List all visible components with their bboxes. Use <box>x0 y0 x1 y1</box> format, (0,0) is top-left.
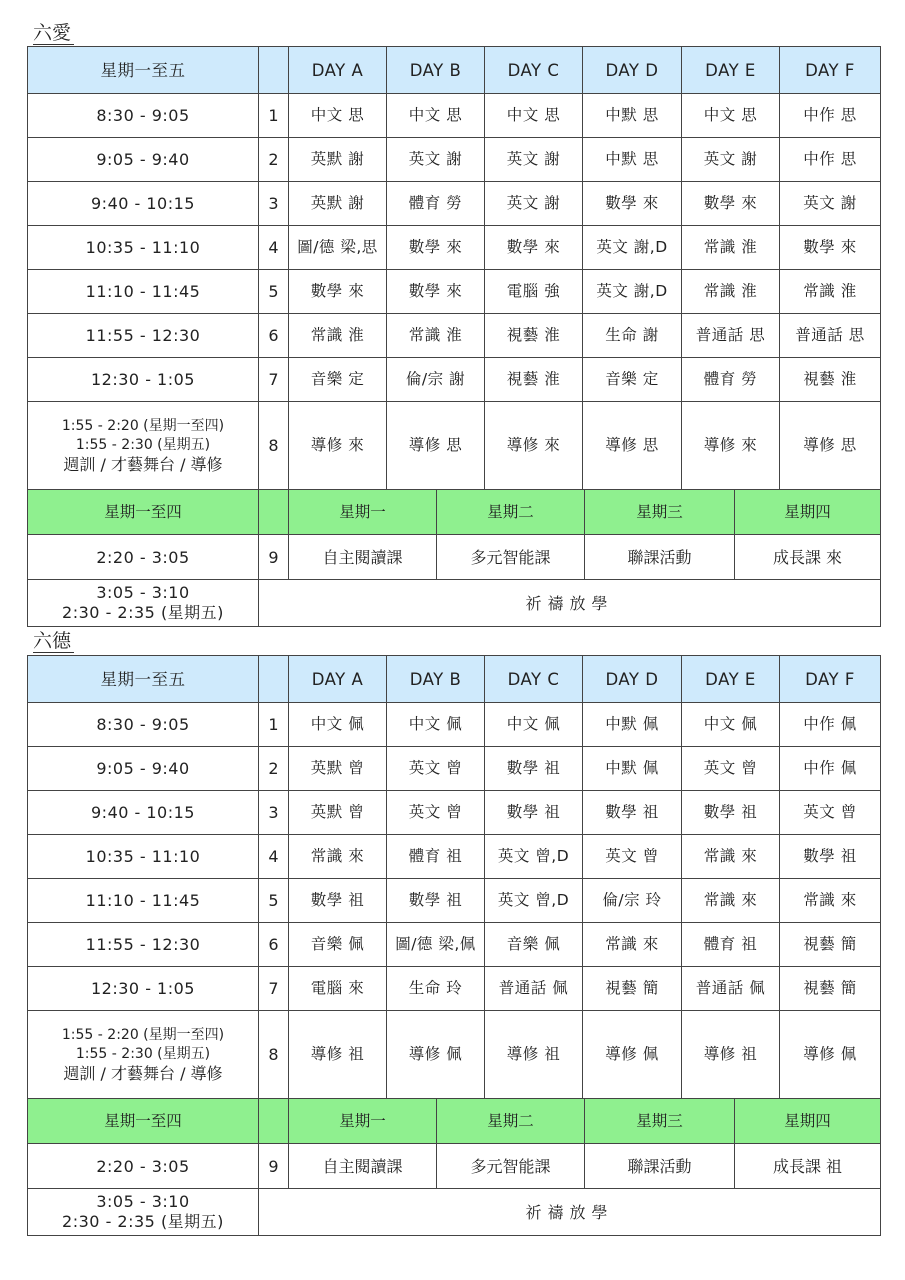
lesson-cell: 數學 來 <box>780 226 881 270</box>
weekday-header: 星期三 <box>585 490 735 534</box>
period-number: 6 <box>259 923 289 967</box>
lesson-cell: 英文 曾,D <box>485 835 583 879</box>
period-number: 1 <box>259 703 289 747</box>
lesson-cell: 中默 佩 <box>583 703 682 747</box>
time-slot: 10:35 - 11:10 <box>28 835 259 879</box>
period-row <box>28 703 881 747</box>
lesson-cell: 圖/德 梁,佩 <box>387 923 485 967</box>
lesson-cell: 導修 祖 <box>485 1011 583 1099</box>
time-line: 1:55 - 2:30 (星期五) <box>75 437 211 453</box>
day-header: DAY A <box>289 656 387 703</box>
lesson-cell: 數學 祖 <box>682 791 780 835</box>
lesson-cell: 導修 來 <box>485 402 583 490</box>
lesson-cell: 音樂 佩 <box>485 923 583 967</box>
lesson-cell: 中文 佩 <box>682 703 780 747</box>
period-row-8 <box>28 402 881 490</box>
time-line: 2:30 - 2:35 (星期五) <box>62 603 224 622</box>
lesson-cell: 倫/宗 謝 <box>387 358 485 402</box>
dismissal-text: 祈禱放學 <box>259 580 881 627</box>
lesson-cell: 中文 佩 <box>387 703 485 747</box>
lesson-cell: 常識 淮 <box>682 270 780 314</box>
lesson-cell: 數學 來 <box>387 226 485 270</box>
lesson-cell: 普通話 思 <box>780 314 881 358</box>
lesson-cell: 數學 祖 <box>485 747 583 791</box>
lesson-cell: 數學 來 <box>387 270 485 314</box>
lesson-cell: 英文 曾 <box>583 835 682 879</box>
period-header <box>259 47 289 94</box>
lesson-cell: 英文 曾 <box>387 791 485 835</box>
lesson-cell: 常識 來 <box>289 835 387 879</box>
period-number: 7 <box>259 967 289 1011</box>
lesson-cell: 生命 玲 <box>387 967 485 1011</box>
period-row <box>28 138 881 182</box>
lesson-cell: 中默 思 <box>583 94 682 138</box>
day-header: DAY C <box>485 47 583 94</box>
period-number: 4 <box>259 835 289 879</box>
time-line: 1:55 - 2:20 (星期一至四) <box>61 1027 225 1043</box>
time-slot: 2:20 - 3:05 <box>28 535 259 580</box>
lesson-cell: 中文 佩 <box>485 703 583 747</box>
lesson-cell: 電腦 來 <box>289 967 387 1011</box>
lesson-cell: 音樂 佩 <box>289 923 387 967</box>
lesson-cell: 數學 祖 <box>583 791 682 835</box>
period-number: 4 <box>259 226 289 270</box>
period-row <box>28 835 881 879</box>
period-row <box>28 314 881 358</box>
lesson-cell: 倫/宗 玲 <box>583 879 682 923</box>
lesson-cell: 體育 祖 <box>387 835 485 879</box>
period-number: 8 <box>259 402 289 490</box>
activity-cell: 多元智能課 <box>437 1144 585 1188</box>
day-header-row <box>28 47 881 94</box>
time-slot: 9:05 - 9:40 <box>28 747 259 791</box>
lesson-cell: 數學 祖 <box>387 879 485 923</box>
time-slot: 12:30 - 1:05 <box>28 358 259 402</box>
lesson-cell: 數學 來 <box>583 182 682 226</box>
day-header: DAY E <box>682 656 780 703</box>
lesson-cell: 電腦 強 <box>485 270 583 314</box>
lesson-cell: 導修 思 <box>780 402 881 490</box>
day-header: DAY B <box>387 47 485 94</box>
lesson-cell: 中作 佩 <box>780 703 881 747</box>
activity-cell: 自主閱讀課 <box>289 1144 437 1188</box>
time-line: 1:55 - 2:30 (星期五) <box>75 1046 211 1062</box>
period-row <box>28 967 881 1011</box>
dismissal-row <box>28 1189 881 1236</box>
time-slot: 10:35 - 11:10 <box>28 226 259 270</box>
lesson-cell: 英文 曾 <box>387 747 485 791</box>
weekday-header: 星期二 <box>437 1099 585 1143</box>
lesson-cell: 英默 謝 <box>289 182 387 226</box>
weekday-header-group <box>289 1099 881 1144</box>
lesson-cell: 數學 來 <box>485 226 583 270</box>
lesson-cell: 數學 來 <box>682 182 780 226</box>
lesson-cell: 常識 來 <box>780 879 881 923</box>
time-slot <box>28 1189 259 1236</box>
weekday-header-group <box>289 490 881 535</box>
lesson-cell: 導修 思 <box>583 402 682 490</box>
period-number: 9 <box>259 1144 289 1189</box>
day-header: DAY E <box>682 47 780 94</box>
lesson-cell: 視藝 淮 <box>485 314 583 358</box>
time-slot: 9:40 - 10:15 <box>28 182 259 226</box>
lesson-cell: 英文 謝 <box>485 182 583 226</box>
lesson-cell: 英文 謝,D <box>583 226 682 270</box>
lesson-cell: 英默 曾 <box>289 791 387 835</box>
weekday-header-row <box>28 490 881 535</box>
lesson-cell: 數學 祖 <box>780 835 881 879</box>
weekday-schedule-label: 星期一至四 <box>28 1099 259 1144</box>
lesson-cell: 中默 思 <box>583 138 682 182</box>
weekday-header: 星期三 <box>585 1099 735 1143</box>
timetable-6-virtue <box>27 655 881 1236</box>
lesson-cell: 體育 祖 <box>682 923 780 967</box>
period-number: 6 <box>259 314 289 358</box>
period-row <box>28 94 881 138</box>
lesson-cell: 視藝 簡 <box>780 967 881 1011</box>
period-row <box>28 923 881 967</box>
period-number: 2 <box>259 747 289 791</box>
lesson-cell: 音樂 定 <box>289 358 387 402</box>
lesson-cell: 常識 來 <box>682 835 780 879</box>
lesson-cell: 中文 思 <box>387 94 485 138</box>
lesson-cell: 中文 佩 <box>289 703 387 747</box>
lesson-cell: 視藝 簡 <box>583 967 682 1011</box>
lesson-cell: 數學 來 <box>289 270 387 314</box>
class-title-6-love: 六愛 <box>33 22 74 45</box>
time-slot: 11:10 - 11:45 <box>28 879 259 923</box>
lesson-cell: 視藝 淮 <box>780 358 881 402</box>
day-header: DAY C <box>485 656 583 703</box>
lesson-cell: 導修 佩 <box>780 1011 881 1099</box>
lesson-cell: 圖/德 梁,思 <box>289 226 387 270</box>
day-header: DAY B <box>387 656 485 703</box>
lesson-cell: 普通話 佩 <box>485 967 583 1011</box>
lesson-cell: 普通話 佩 <box>682 967 780 1011</box>
lesson-cell: 視藝 淮 <box>485 358 583 402</box>
period-rows <box>28 703 881 1011</box>
lesson-cell: 常識 淮 <box>780 270 881 314</box>
lesson-cell: 導修 來 <box>682 402 780 490</box>
day-header: DAY F <box>780 656 881 703</box>
lesson-cell: 數學 祖 <box>289 879 387 923</box>
weekday-header: 星期二 <box>437 490 585 534</box>
lesson-cell: 中文 思 <box>289 94 387 138</box>
period-row <box>28 226 881 270</box>
lesson-cell: 音樂 定 <box>583 358 682 402</box>
period-number: 5 <box>259 879 289 923</box>
time-slot: 11:55 - 12:30 <box>28 314 259 358</box>
lesson-cell: 中作 佩 <box>780 747 881 791</box>
lesson-cell: 導修 佩 <box>583 1011 682 1099</box>
lesson-cell: 中文 思 <box>682 94 780 138</box>
weekday-header: 星期四 <box>784 502 831 521</box>
activity-cell: 多元智能課 <box>437 535 585 579</box>
lesson-cell: 常識 淮 <box>682 226 780 270</box>
time-slot <box>28 402 259 490</box>
dismissal-row <box>28 580 881 627</box>
day-header: DAY D <box>583 47 682 94</box>
lesson-cell: 常識 來 <box>583 923 682 967</box>
activity-cell: 成長課 祖 <box>772 1156 843 1176</box>
lesson-cell: 英默 謝 <box>289 138 387 182</box>
lesson-cell: 視藝 簡 <box>780 923 881 967</box>
lesson-cell: 導修 祖 <box>289 1011 387 1099</box>
activity-group <box>289 1144 881 1189</box>
weekday-header: 星期一 <box>289 490 437 534</box>
lesson-cell: 英文 謝 <box>780 182 881 226</box>
period-number: 1 <box>259 94 289 138</box>
weekday-header-row <box>28 1099 881 1144</box>
activity-cell: 聯課活動 <box>585 535 735 579</box>
time-slot: 8:30 - 9:05 <box>28 94 259 138</box>
lesson-cell: 導修 思 <box>387 402 485 490</box>
period-row <box>28 358 881 402</box>
lesson-cell: 英文 謝,D <box>583 270 682 314</box>
period-number: 3 <box>259 791 289 835</box>
period-number: 2 <box>259 138 289 182</box>
time-slot <box>28 1011 259 1099</box>
lesson-cell: 英文 謝 <box>682 138 780 182</box>
period-row <box>28 747 881 791</box>
time-slot: 12:30 - 1:05 <box>28 967 259 1011</box>
weekday-header: 星期一 <box>289 1099 437 1143</box>
period-number: 3 <box>259 182 289 226</box>
time-line: 週訓 / 才藝舞台 / 導修 <box>63 455 223 474</box>
time-slot: 11:10 - 11:45 <box>28 270 259 314</box>
day-header: DAY A <box>289 47 387 94</box>
activity-cell: 聯課活動 <box>585 1144 735 1188</box>
lesson-cell: 普通話 思 <box>682 314 780 358</box>
time-slot <box>28 580 259 627</box>
class-title-6-virtue: 六德 <box>33 630 74 653</box>
period-row <box>28 182 881 226</box>
lesson-cell: 英文 曾 <box>780 791 881 835</box>
lesson-cell: 導修 祖 <box>682 1011 780 1099</box>
period-header <box>259 656 289 703</box>
lesson-cell: 英文 曾 <box>682 747 780 791</box>
schedule-label: 星期一至五 <box>28 47 259 94</box>
period-number: 5 <box>259 270 289 314</box>
lesson-cell: 英默 曾 <box>289 747 387 791</box>
lesson-cell: 常識 淮 <box>289 314 387 358</box>
lesson-cell: 中默 佩 <box>583 747 682 791</box>
period-row-9 <box>28 1144 881 1189</box>
time-line: 週訓 / 才藝舞台 / 導修 <box>63 1064 223 1083</box>
lesson-cell: 常識 來 <box>682 879 780 923</box>
lesson-cell: 中文 思 <box>485 94 583 138</box>
activity-group <box>289 535 881 580</box>
time-slot: 9:40 - 10:15 <box>28 791 259 835</box>
period-number: 8 <box>259 1011 289 1099</box>
period-header <box>259 1099 289 1144</box>
time-slot: 11:55 - 12:30 <box>28 923 259 967</box>
lesson-cell: 英文 謝 <box>485 138 583 182</box>
time-line: 2:30 - 2:35 (星期五) <box>62 1212 224 1231</box>
activity-cell: 自主閱讀課 <box>289 535 437 579</box>
time-line: 3:05 - 3:10 <box>96 583 190 602</box>
period-row <box>28 270 881 314</box>
lesson-cell: 英文 曾,D <box>485 879 583 923</box>
dismissal-text: 祈禱放學 <box>259 1189 881 1236</box>
time-line: 1:55 - 2:20 (星期一至四) <box>61 418 225 434</box>
lesson-cell: 導修 佩 <box>387 1011 485 1099</box>
time-slot: 2:20 - 3:05 <box>28 1144 259 1189</box>
activity-cell: 成長課 來 <box>772 547 843 567</box>
period-row <box>28 791 881 835</box>
day-header: DAY F <box>780 47 881 94</box>
schedule-label: 星期一至五 <box>28 656 259 703</box>
period-row-9 <box>28 535 881 580</box>
lesson-cell: 常識 淮 <box>387 314 485 358</box>
lesson-cell: 中作 思 <box>780 138 881 182</box>
lesson-cell: 體育 勞 <box>682 358 780 402</box>
lesson-cell: 生命 謝 <box>583 314 682 358</box>
period-number: 9 <box>259 535 289 580</box>
lesson-cell: 導修 來 <box>289 402 387 490</box>
period-header <box>259 490 289 535</box>
weekday-header: 星期四 <box>784 1111 831 1130</box>
period-row-8 <box>28 1011 881 1099</box>
lesson-cell: 英文 謝 <box>387 138 485 182</box>
time-slot: 8:30 - 9:05 <box>28 703 259 747</box>
time-slot: 9:05 - 9:40 <box>28 138 259 182</box>
timetable-6-love <box>27 46 881 627</box>
lesson-cell: 中作 思 <box>780 94 881 138</box>
weekday-schedule-label: 星期一至四 <box>28 490 259 535</box>
day-header: DAY D <box>583 656 682 703</box>
lesson-cell: 數學 祖 <box>485 791 583 835</box>
period-row <box>28 879 881 923</box>
day-header-row <box>28 656 881 703</box>
period-rows <box>28 94 881 402</box>
time-line: 3:05 - 3:10 <box>96 1192 190 1211</box>
lesson-cell: 體育 勞 <box>387 182 485 226</box>
period-number: 7 <box>259 358 289 402</box>
